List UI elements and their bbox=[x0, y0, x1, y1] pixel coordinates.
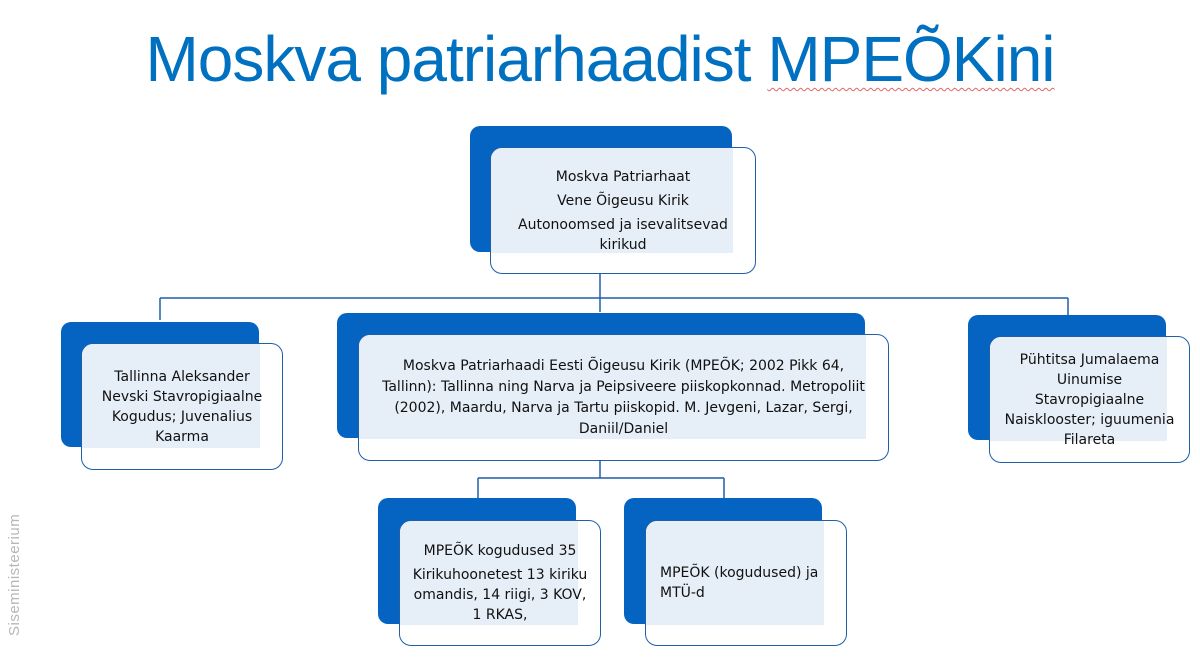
title-part-2: MPEÕKini bbox=[767, 23, 1055, 95]
bottom-left-line-1: MPEÕK kogudused 35 bbox=[423, 543, 577, 559]
title-part-1: Moskva patriarhaadist bbox=[145, 23, 768, 95]
root-line-3: Autonoomsed ja isevalitsevad kirikud bbox=[518, 216, 728, 253]
center-node-text: Moskva Patriarhaadi Eesti Õigeusu Kirik (MPEÕK; 2002 Pikk 64, Tallinn): Tallinna ning Narva ja Peipsiveere piiskopkonnad. Metropoliit (2002), Maardu, Narva ja Tartu piiskopid. M. Jevgeni, Lazar, Sergi, Daniil/Daniel bbox=[382, 357, 865, 437]
side-watermark-label: Siseministeerium bbox=[6, 513, 23, 636]
right-node-text: Pühtitsa Jumalaema Uinumise Stavropigiaalne Naisklooster; iguumenia Filareta bbox=[1004, 351, 1175, 448]
left-node-text: Tallinna Aleksander Nevski Stavropigiaalne Kogudus; Juvenalius Kaarma bbox=[101, 368, 263, 445]
root-line-2: Vene Õigeusu Kirik bbox=[557, 192, 689, 209]
root-line-1: Moskva Patriarhaat bbox=[555, 168, 691, 185]
bottom-right-node-text: MPEÕK (kogudused) ja MTÜ-d bbox=[660, 565, 819, 601]
bottom-left-line-2: Kirikuhoonetest 13 kiriku omandis, 14 riigi, 3 KOV, 1 RKAS, bbox=[412, 567, 588, 623]
